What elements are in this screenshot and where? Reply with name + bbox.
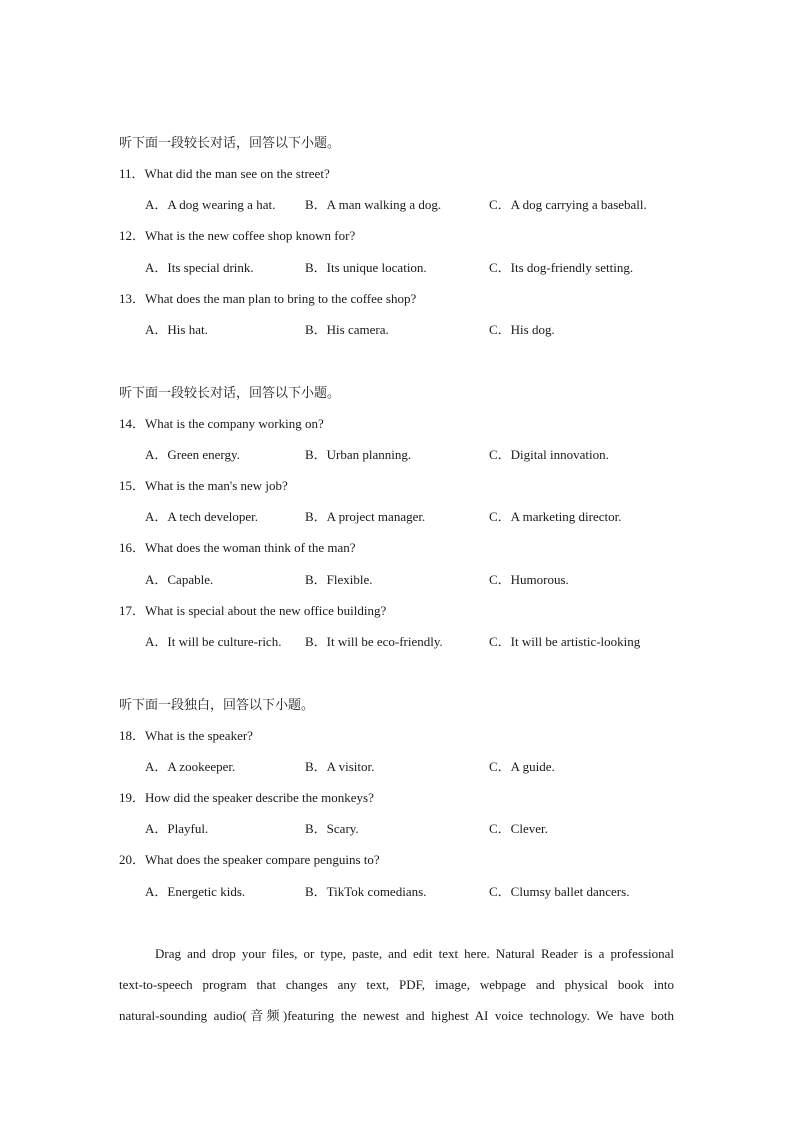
question-number: 18． bbox=[119, 728, 146, 743]
question-text: What did the man see on the street? bbox=[144, 166, 330, 181]
question-15 bbox=[119, 478, 288, 494]
question-17 bbox=[119, 603, 386, 619]
question-19 bbox=[119, 790, 374, 806]
question-number: 19． bbox=[119, 790, 146, 805]
question-number: 14． bbox=[119, 416, 146, 431]
option-a: A．A zookeeper. bbox=[145, 759, 236, 774]
question-text: How did the speaker describe the monkeys? bbox=[145, 790, 374, 805]
question-text: What is special about the new office building? bbox=[145, 603, 387, 618]
paragraph-line-1: Drag and drop your files, or type, paste, and edit text here. Natural Reader is a professional bbox=[155, 946, 674, 961]
question-number: 16． bbox=[119, 540, 146, 555]
question-text: What is the company working on? bbox=[145, 416, 324, 431]
paragraph-line-3: natural-sounding audio(音频)featuring the newest and highest AI voice technology. We have both bbox=[119, 1008, 674, 1023]
option-c: C．Clumsy ballet dancers. bbox=[489, 884, 630, 899]
option-a: A．Capable. bbox=[145, 572, 214, 587]
option-a: A．Energetic kids. bbox=[145, 884, 246, 899]
option-c: C．Humorous. bbox=[489, 572, 569, 587]
question-number: 13． bbox=[119, 291, 146, 306]
question-text: What does the man plan to bring to the coffee shop? bbox=[145, 291, 417, 306]
option-c: C．A dog carrying a baseball. bbox=[489, 197, 647, 212]
option-b: B．Urban planning. bbox=[305, 447, 412, 462]
option-b: B．TikTok comedians. bbox=[305, 884, 427, 899]
question-number: 15． bbox=[119, 478, 146, 493]
option-c: C．A marketing director. bbox=[489, 509, 622, 524]
question-text: What does the speaker compare penguins to? bbox=[145, 852, 380, 867]
section-heading: 听下面一段较长对话，回答以下小题。 bbox=[119, 385, 341, 400]
option-c: C．It will be artistic-looking bbox=[489, 634, 641, 649]
option-a: A．A dog wearing a hat. bbox=[145, 197, 276, 212]
option-b: B．A visitor. bbox=[305, 759, 375, 774]
section-heading: 听下面一段独白，回答以下小题。 bbox=[119, 697, 315, 712]
question-18 bbox=[119, 728, 253, 744]
option-a: A．His hat. bbox=[145, 322, 208, 337]
question-text: What is the speaker? bbox=[145, 728, 253, 743]
option-a: A．Playful. bbox=[145, 821, 209, 836]
option-a: A．Green energy. bbox=[145, 447, 240, 462]
option-b: B．It will be eco-friendly. bbox=[305, 634, 443, 649]
option-b: B．Scary. bbox=[305, 821, 359, 836]
option-b: B．Its unique location. bbox=[305, 260, 427, 275]
question-number: 20． bbox=[119, 852, 146, 867]
question-number: 17． bbox=[119, 603, 146, 618]
question-13 bbox=[119, 291, 416, 307]
paragraph-line-2: text-to-speech program that changes any text, PDF, image, webpage and physical book into bbox=[119, 977, 674, 992]
option-b: B．A project manager. bbox=[305, 509, 426, 524]
question-12 bbox=[119, 228, 355, 244]
question-16 bbox=[119, 540, 356, 556]
option-c: C．His dog. bbox=[489, 322, 555, 337]
option-c: C．Its dog-friendly setting. bbox=[489, 260, 634, 275]
option-b: B．A man walking a dog. bbox=[305, 197, 442, 212]
option-c: C．Clever. bbox=[489, 821, 548, 836]
question-11 bbox=[119, 166, 330, 182]
question-text: What is the man's new job? bbox=[145, 478, 288, 493]
question-number: 11． bbox=[119, 166, 145, 181]
section-heading: 听下面一段较长对话，回答以下小题。 bbox=[119, 135, 341, 150]
option-c: C．A guide. bbox=[489, 759, 555, 774]
option-a: A．A tech developer. bbox=[145, 509, 258, 524]
question-14 bbox=[119, 416, 324, 432]
option-c: C．Digital innovation. bbox=[489, 447, 609, 462]
question-20 bbox=[119, 852, 380, 868]
option-a: A．It will be culture-rich. bbox=[145, 634, 282, 649]
question-text: What is the new coffee shop known for? bbox=[145, 228, 356, 243]
option-b: B．His camera. bbox=[305, 322, 389, 337]
option-b: B．Flexible. bbox=[305, 572, 373, 587]
question-text: What does the woman think of the man? bbox=[145, 540, 356, 555]
option-a: A．Its special drink. bbox=[145, 260, 254, 275]
question-number: 12． bbox=[119, 228, 146, 243]
